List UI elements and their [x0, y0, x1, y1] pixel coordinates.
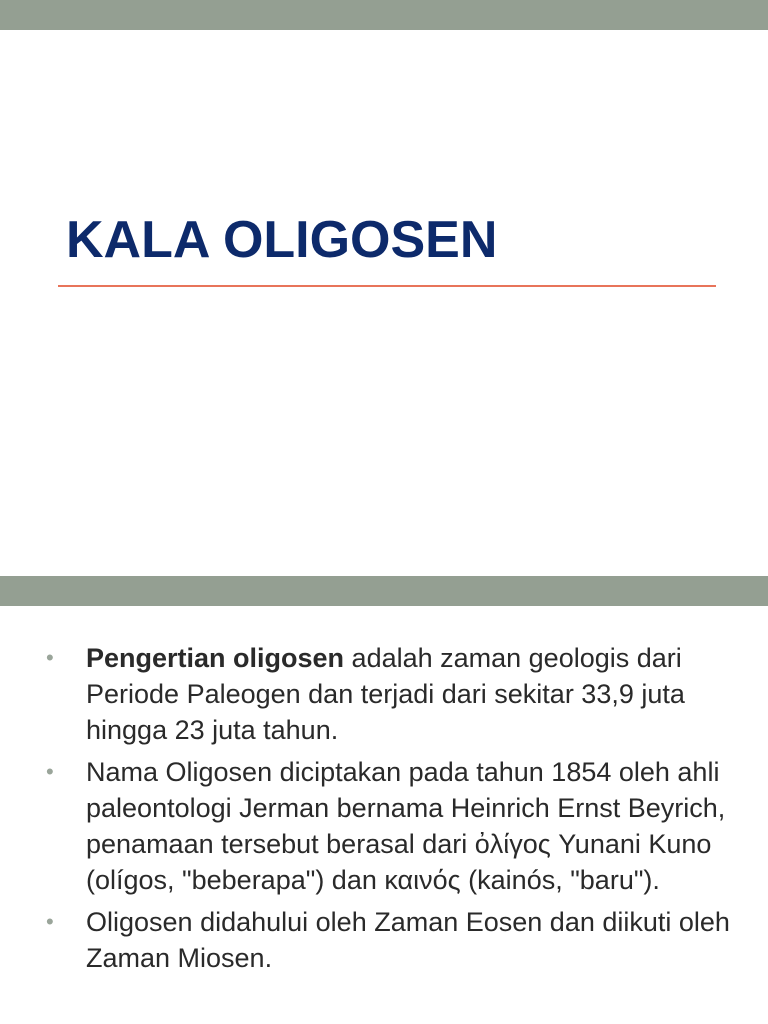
- bullet-item: [46, 754, 736, 898]
- top-band: [0, 0, 768, 30]
- slide-title-heading: KALA OLIGOSEN: [66, 211, 498, 269]
- bullet-item: [46, 640, 736, 748]
- slide-divider-band: [0, 576, 768, 606]
- bullet-text: Nama Oligosen diciptakan pada tahun 1854 oleh ahli paleontologi Jerman bernama Heinrich Ernst Beyrich, penamaan tersebut berasal dari ὀλίγος Yunani Kuno (olígos, "beberapa") dan καινός (kainós, "baru").: [86, 757, 726, 895]
- title-underline: [58, 285, 716, 287]
- bullet-icon: •: [46, 645, 54, 670]
- bullet-icon: •: [46, 759, 54, 784]
- bullet-text: Oligosen didahului oleh Zaman Eosen dan diikuti oleh Zaman Miosen.: [86, 907, 730, 973]
- bullet-item: [46, 904, 736, 976]
- bullet-icon: •: [46, 909, 54, 934]
- bullet-list: [46, 640, 736, 982]
- bullet-bold-text: Pengertian oligosen: [86, 643, 345, 673]
- slide-content: [0, 576, 768, 1024]
- bullet-text: adalah zaman geologis dari Periode Paleogen dan terjadi dari sekitar 33,9 juta hingga 23 juta tahun.: [86, 643, 685, 745]
